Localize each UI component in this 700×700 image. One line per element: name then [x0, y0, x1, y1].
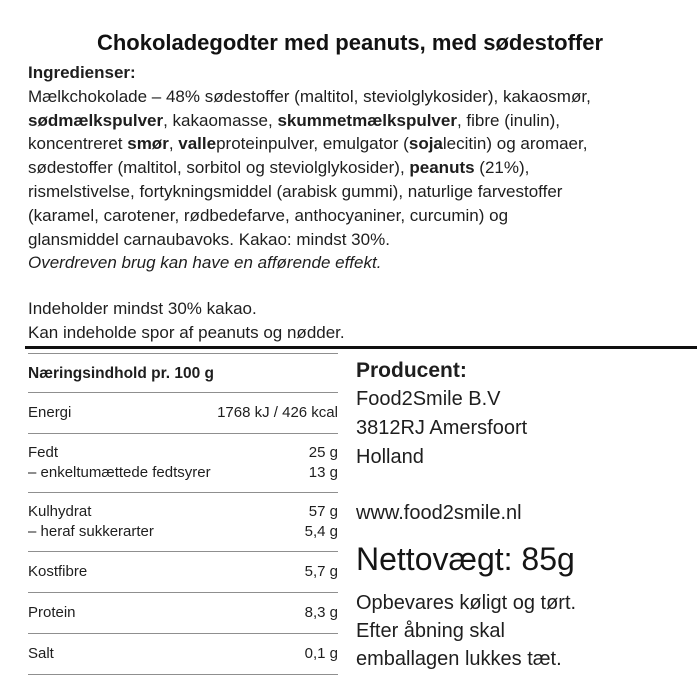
nutrition-row: [28, 644, 338, 664]
producer-name: Food2Smile B.V: [356, 388, 501, 410]
nutrient-value: 57 g: [308, 503, 338, 520]
nutrient-label: Kulhydrat: [28, 503, 92, 520]
nutrient-label: Protein: [28, 604, 76, 621]
ingredients-text: Mælkchokolade – 48% sødestoffer (maltitol, steviolglykosider), kakaosmør, sødmælkspulver, kakaomasse, skummetmælkspulver, fibre (inulin), koncentreret smør, valleproteinpulver, emulgator (sojalecitin) og aromaer, sødestoffer (maltitol, sorbitol og steviolglykosider), peanuts (21%), rismelstivelse, fortykningsmiddel (arabisk gummi), naturlige farvestoffer (karamel, carotener, rødbedefarve, anthocyaniner, curcumin) og glansmiddel carnaubavoks. Kakao: mindst 30%.: [28, 86, 591, 249]
notes-section: [28, 297, 345, 345]
nutrition-table: [28, 353, 338, 675]
nutrient-label: Salt: [28, 645, 54, 662]
nutrition-subrow: [28, 463, 338, 483]
nutrition-row: [28, 562, 338, 582]
nutrient-label: Energi: [28, 404, 72, 421]
website-text: www.food2smile.nl: [356, 502, 522, 524]
producer-heading: Producent:: [356, 359, 467, 382]
net-weight: Nettovægt: 85g: [356, 541, 575, 577]
nutrition-row-protein: [28, 593, 338, 634]
nutrient-value: 1768 kJ / 426 kcal: [217, 404, 338, 421]
nutrition-row: [28, 403, 338, 423]
nutrient-value: 0,1 g: [304, 645, 338, 662]
section-divider: [25, 346, 697, 349]
nutrition-row-kostfibre: [28, 552, 338, 593]
allergen-note: Kan indeholde spor af peanuts og nødder.: [28, 323, 345, 342]
storage-line: Efter åbning skal: [356, 620, 505, 642]
nutrition-row: [28, 603, 338, 623]
nutrient-value: 25 g: [308, 444, 338, 461]
nutrient-value: 5,7 g: [304, 563, 338, 580]
producer-info: [356, 352, 692, 673]
nutrition-subrow: [28, 522, 338, 542]
producer-address: 3812RJ Amersfoort: [356, 417, 528, 439]
nutrient-label: Kostfibre: [28, 563, 88, 580]
nutrition-row: [28, 443, 338, 463]
storage-instructions: [356, 589, 692, 673]
nutrition-row-fedt: [28, 434, 338, 493]
nutrition-row-energi: [28, 393, 338, 434]
ingredients-section: [28, 61, 672, 275]
ingredients-heading: Ingredienser:: [28, 63, 136, 82]
producer-country: Holland: [356, 446, 424, 468]
nutrition-row: [28, 502, 338, 522]
nutrient-label: – enkeltumættede fedtsyrer: [28, 464, 211, 481]
nutrient-value: 13 g: [308, 464, 338, 481]
storage-line: Opbevares køligt og tørt.: [356, 592, 577, 614]
nutrient-value: 5,4 g: [304, 523, 338, 540]
nutrient-value: 8,3 g: [304, 604, 338, 621]
nutrient-label: – heraf sukkerarter: [28, 523, 154, 540]
product-title: Chokoladegodter med peanuts, med sødestoffer: [96, 30, 604, 55]
nutrition-row-kulhydrat: [28, 493, 338, 552]
nutrient-label: Fedt: [28, 444, 59, 461]
cocoa-content-note: Indeholder mindst 30% kakao.: [28, 299, 257, 318]
laxative-warning: Overdreven brug kan have en afførende effekt.: [28, 253, 382, 273]
storage-line: emballagen lukkes tæt.: [356, 648, 562, 670]
nutrition-table-header: Næringsindhold pr. 100 g: [28, 354, 338, 393]
nutrition-row-salt: [28, 634, 338, 675]
